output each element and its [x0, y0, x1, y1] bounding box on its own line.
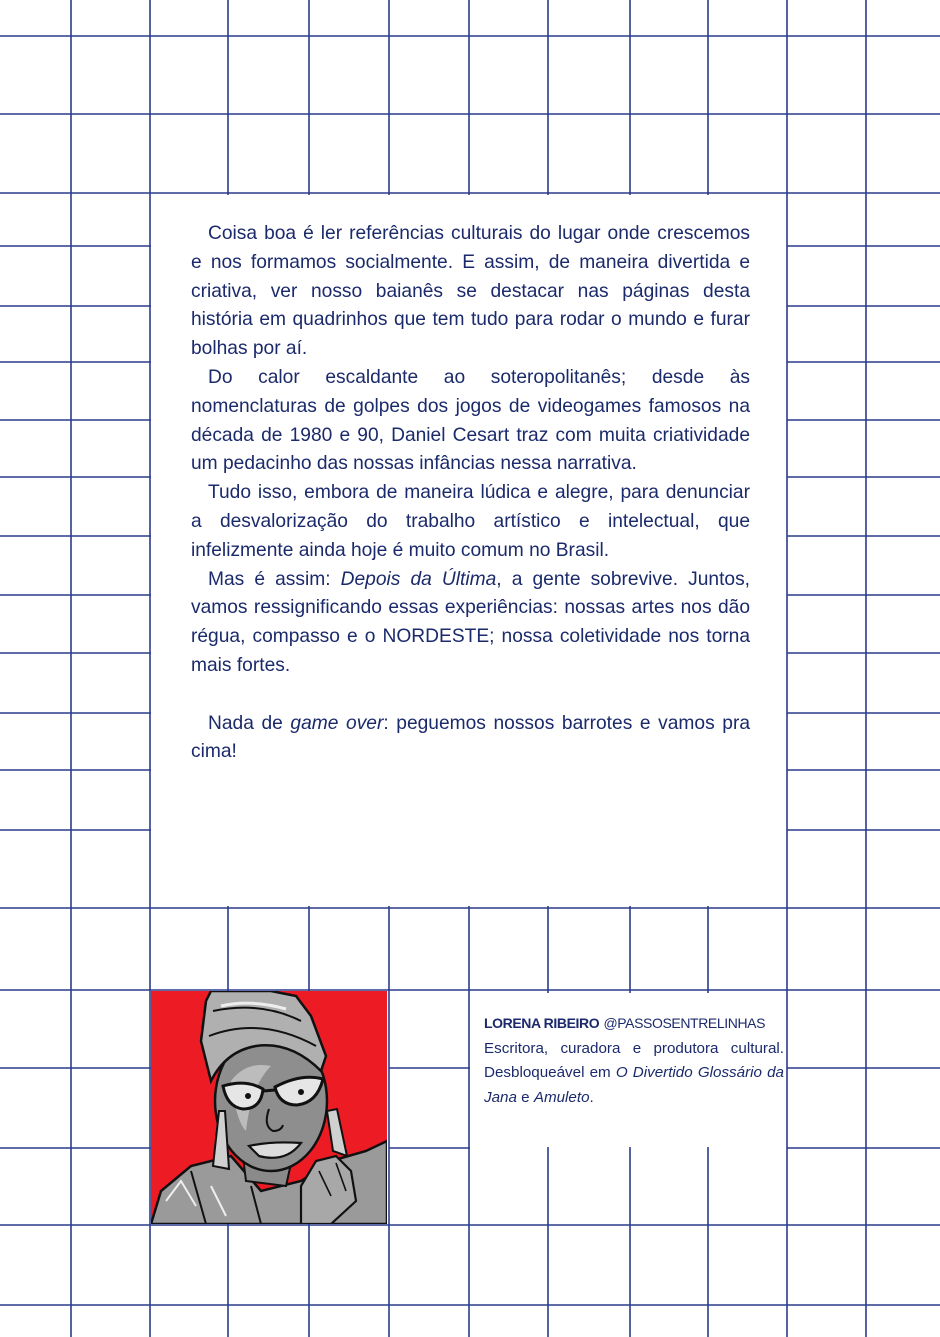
author-credit-line [484, 1011, 784, 1037]
author-bio [484, 1011, 784, 1110]
book-title-glossario: O Divertido Glossário da Jana [484, 1064, 784, 1106]
portrait-illustration [151, 991, 387, 1224]
essay-p4-start: Mas é assim: [208, 568, 341, 590]
essay-paragraph-5 [191, 710, 750, 768]
author-portrait [151, 991, 387, 1224]
essay-p5-start: Nada de [208, 712, 291, 734]
book-title-amuleto: Amuleto [533, 1088, 590, 1106]
author-handle: @PASSOSENTRELINHAS [603, 1015, 766, 1031]
book-title-depois-da-ultima: Depois da Última [340, 568, 497, 590]
essay-paragraph-4 [191, 566, 750, 681]
game-over-term: game over [290, 712, 384, 734]
author-description [484, 1037, 784, 1111]
bio-text-end: . [589, 1088, 594, 1106]
essay-paragraph-1: Coisa boa é ler referências culturais do lugar onde crescemos e nos formamos socialmente. E assim, de maneira divertida e criativa, ver nosso baianês se destacar nas páginas desta história em quadrinhos que tem tudo para rodar o mundo e furar bolhas por aí. [191, 223, 750, 360]
bio-text-mid: e [516, 1088, 534, 1106]
essay-p4-end: , a gente sobrevive. Juntos, vamos ressignificando essas experiências: nossas artes nos dão régua, compasso e o NORDESTE; nossa coletividade nos torna mais fortes. [191, 568, 750, 676]
author-name: LORENA RIBEIRO [484, 1015, 600, 1031]
essay-p5-end: : peguemos nossos barrotes e vamos pra cima! [191, 712, 751, 763]
essay-text [191, 220, 750, 767]
essay-paragraph-3: Tudo isso, embora de maneira lúdica e alegre, para denunciar a desvalorização do trabalho artístico e intelectual, que infelizmente ainda hoje é muito comum no Brasil. [191, 482, 750, 561]
essay-paragraph-2: Do calor escaldante ao soteropolitanês; desde às nomenclaturas de golpes dos jogos de videogames famosos na década de 1980 e 90, Daniel Cesart traz com muita criatividade um pedacinho das nossas infâncias nessa narrativa. [191, 366, 750, 475]
bio-text-start: Escritora, curadora e produtora cultural. Desbloqueável em [484, 1039, 784, 1081]
